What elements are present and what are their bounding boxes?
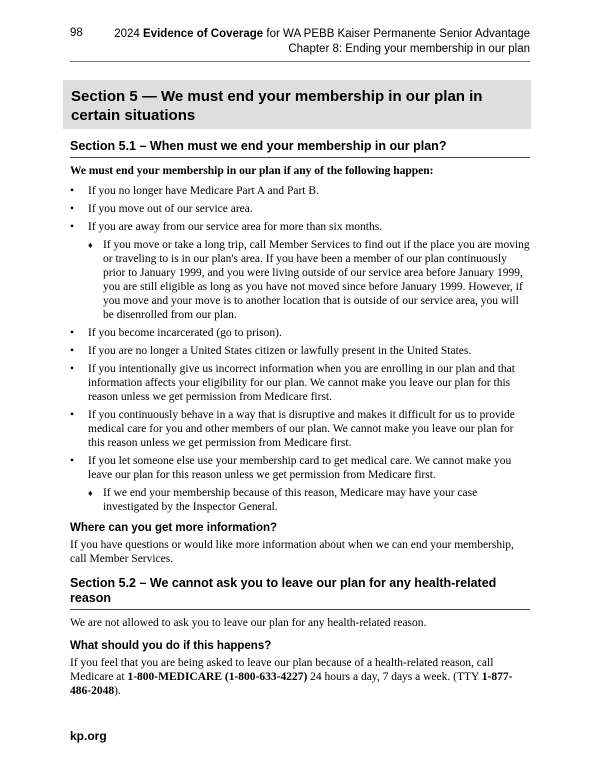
termination-reasons-list: [70, 184, 530, 514]
section-5-2-heading: Section 5.2 – We cannot ask you to leave our plan for any health-related reason: [70, 576, 530, 610]
what-to-do-text-b: 24 hours a day, 7 days a week. (TTY: [307, 671, 482, 683]
main-content: [70, 139, 530, 704]
doc-title-bold: Evidence of Coverage: [143, 28, 264, 40]
what-to-do-heading: What should you do if this happens?: [70, 640, 272, 652]
tty-phone: 1-877-486-2048: [70, 671, 513, 697]
what-to-do-text-a: If you feel that you are being asked to leave our plan because of a health-related reason, call Medicare at: [70, 657, 494, 683]
list-item-text: If you are no longer a United States citizen or lawfully present in the United States.: [88, 345, 472, 357]
list-item: [70, 344, 530, 358]
chapter-title: Chapter 8: Ending your membership in our plan: [288, 43, 530, 55]
list-item-text: If you continuously behave in a way that is disruptive and makes it difficult for us to provide medical care for you and other members of our plan. We cannot make you leave our plan for this reason unless we get permission from Medicare first.: [88, 409, 515, 449]
what-to-do-text: [70, 656, 530, 698]
section-5-1-intro: We must end your membership in our plan if any of the following happen:: [70, 165, 434, 177]
list-item-text: If you move out of our service area.: [88, 203, 253, 215]
doc-title-rest: for WA PEBB Kaiser Permanente Senior Advantage: [266, 28, 530, 40]
more-info-heading: Where can you get more information?: [70, 522, 278, 534]
document-title: [114, 27, 530, 42]
doc-year: 2024: [114, 28, 140, 40]
list-item-text: If you intentionally give us incorrect information when you are enrolling in our plan and that information affects your eligibility for our plan. We cannot make you leave our plan for this reason unless we get permission from Medicare first.: [88, 363, 515, 403]
list-item-text: If you become incarcerated (go to prison).: [88, 327, 282, 339]
more-info-text: If you have questions or would like more information about when we can end your membership, call Member Services.: [70, 539, 514, 565]
list-item-text: If you are away from our service area for more than six months.: [88, 221, 383, 233]
header-title-block: [114, 27, 530, 57]
sub-list-item-text: If we end your membership because of this reason, Medicare may have your case investigated by the Inspector General.: [103, 487, 478, 513]
list-item: [70, 220, 530, 322]
list-item-text: If you no longer have Medicare Part A and Part B.: [88, 185, 319, 197]
sub-list: [88, 486, 530, 514]
what-to-do-text-c: ).: [114, 685, 121, 697]
list-item-text: If you let someone else use your membership card to get medical care. We cannot make you leave our plan for this reason unless we get permission from Medicare first.: [88, 455, 512, 481]
section-5-heading: Section 5 — We must end your membership in our plan in certain situations: [63, 80, 531, 129]
section-5-1-heading: Section 5.1 – When must we end your membership in our plan?: [70, 139, 530, 158]
list-item: [70, 408, 530, 450]
list-item: [70, 326, 530, 340]
sub-list-item: [88, 486, 530, 514]
header-divider: [70, 61, 530, 62]
list-item: [70, 184, 530, 198]
sub-list-item: [88, 238, 530, 322]
list-item: [70, 202, 530, 216]
sub-list: [88, 238, 530, 322]
medicare-phone: 1-800-MEDICARE (1-800-633-4227): [127, 671, 308, 683]
list-item: [70, 362, 530, 404]
list-item: [70, 454, 530, 514]
footer-site: kp.org: [70, 729, 107, 743]
section-5-2-text: We are not allowed to ask you to leave our plan for any health-related reason.: [70, 617, 427, 629]
sub-list-item-text: If you move or take a long trip, call Member Services to find out if the place you are moving or traveling to is in our plan's area. If you have been a member of our plan continuously prior to January 1999, and you were living outside of our service area before January 1999, you are still eligible as long as you have not moved since before January 1999. However, if you move and your move is to another location that is outside of our service area, you will be disenrolled from our plan.: [103, 239, 530, 321]
page-number: 98: [70, 27, 83, 39]
